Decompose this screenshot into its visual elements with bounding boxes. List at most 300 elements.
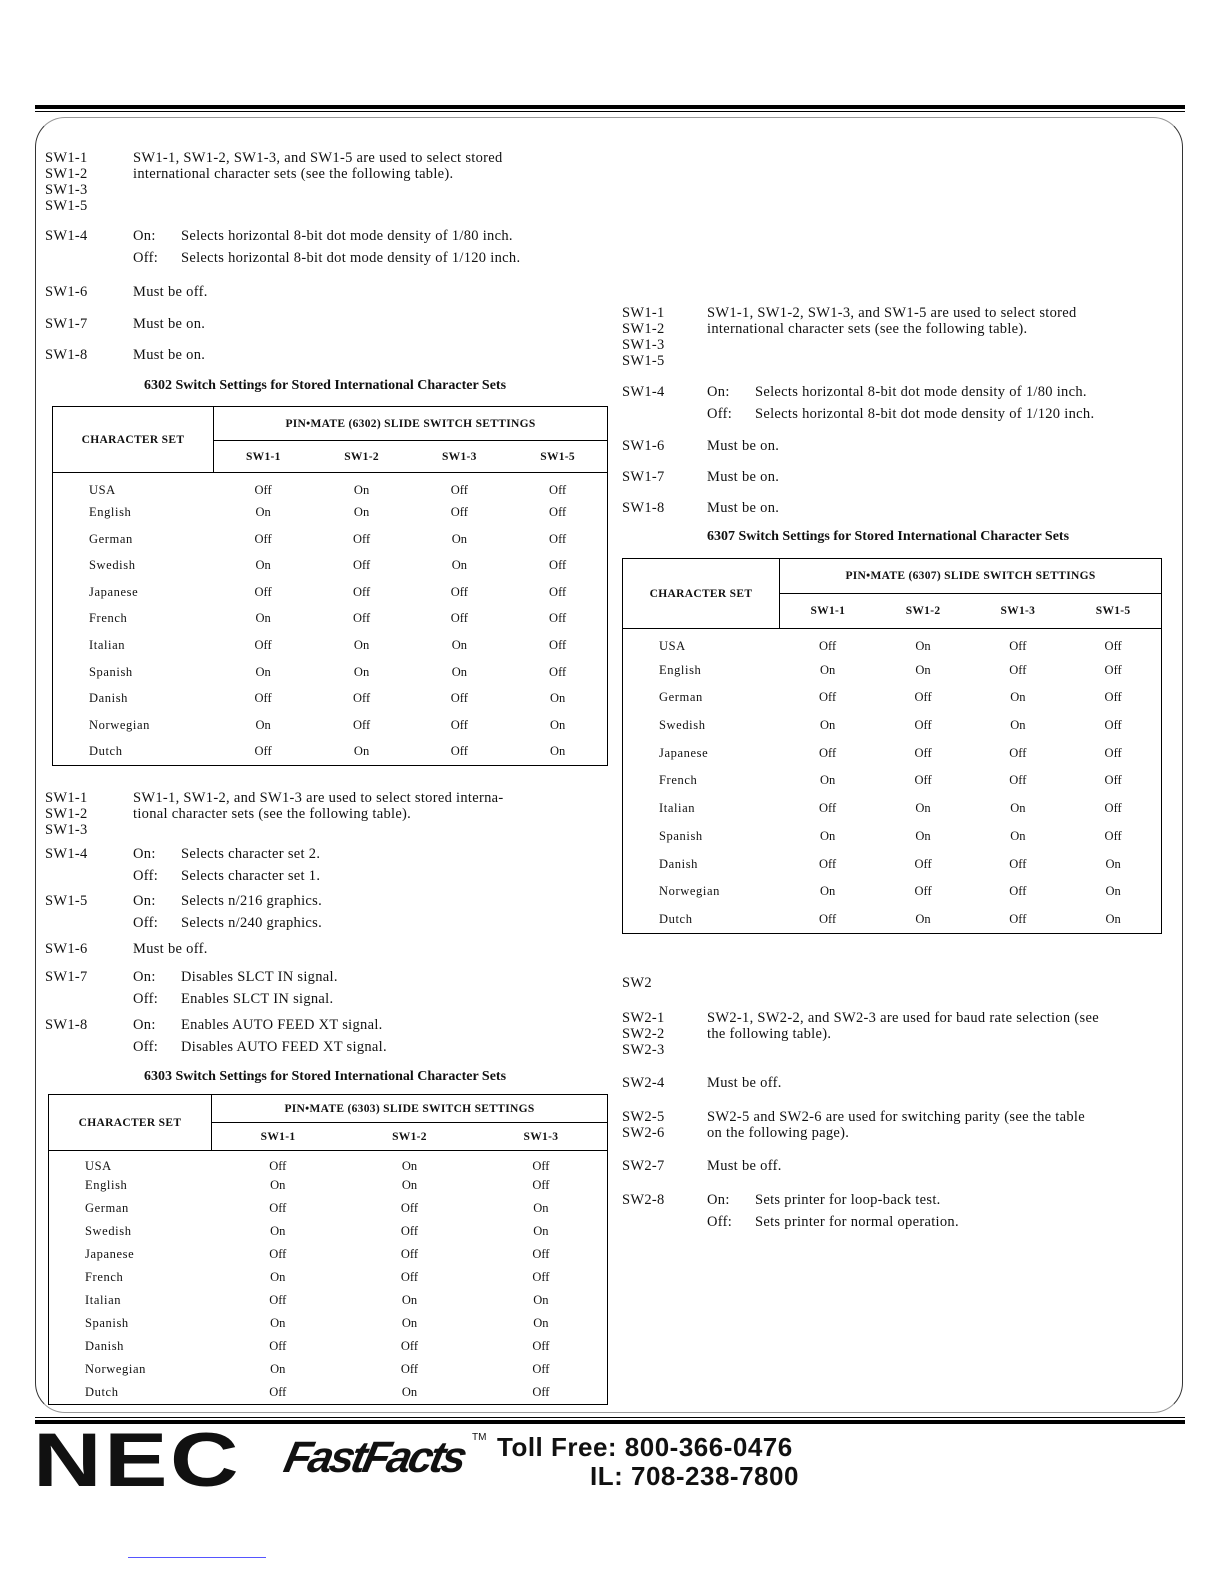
option-text: Selects character set 1. bbox=[181, 868, 321, 884]
switch-value: On bbox=[255, 504, 271, 519]
description-line: Must be on. bbox=[707, 500, 780, 516]
switch-label: SW2-1 bbox=[622, 1010, 665, 1026]
column-header: SW1-1 bbox=[214, 441, 313, 473]
switch-value: Off bbox=[532, 1270, 550, 1284]
character-set-name: Danish bbox=[89, 691, 129, 706]
switch-value: Off bbox=[1104, 690, 1122, 705]
switch-value: On bbox=[270, 1224, 286, 1238]
switch-labels bbox=[622, 1075, 665, 1091]
switch-value: Off bbox=[254, 531, 272, 546]
switch-labels bbox=[45, 1017, 88, 1033]
character-set-name: Norwegian bbox=[89, 717, 150, 732]
switch-value: On bbox=[1010, 718, 1026, 733]
character-set-name: Spanish bbox=[89, 664, 133, 679]
switch-value: On bbox=[819, 884, 836, 899]
description-line: Must be off. bbox=[707, 1075, 782, 1091]
table-row bbox=[623, 823, 1162, 851]
switch-description bbox=[707, 500, 779, 516]
switch-value: On bbox=[1010, 690, 1026, 705]
switch-value: Off bbox=[450, 691, 468, 706]
switch-value: Off bbox=[1009, 662, 1027, 677]
switch-value: Off bbox=[269, 1339, 287, 1353]
option-text: Disables SLCT IN signal. bbox=[181, 969, 338, 985]
column-header-character-set: CHARACTER SET bbox=[53, 407, 214, 473]
switch-value: Off bbox=[532, 1384, 550, 1399]
switch-value: On bbox=[533, 1201, 549, 1215]
switch-value: Off bbox=[352, 531, 371, 546]
switch-value: Off bbox=[1104, 801, 1122, 816]
switch-labels bbox=[45, 969, 88, 985]
column-header: SW1-1 bbox=[212, 1123, 345, 1151]
description-line: SW2-5 and SW2-6 are used for switching parity (see the table bbox=[707, 1109, 1085, 1125]
switch-value: Off bbox=[819, 639, 837, 654]
table-row bbox=[623, 878, 1162, 906]
character-set-name: Danish bbox=[85, 1339, 125, 1353]
switch-value: Off bbox=[450, 717, 468, 732]
switch-value: Off bbox=[1104, 745, 1122, 760]
table-row bbox=[53, 552, 608, 579]
table-row bbox=[623, 712, 1162, 740]
switch-value: Off bbox=[1009, 773, 1027, 788]
switch-value: Off bbox=[269, 1384, 287, 1399]
column-header: SW1-5 bbox=[1065, 594, 1161, 629]
switch-labels bbox=[622, 1010, 665, 1058]
switch-value: Off bbox=[450, 744, 468, 759]
character-set-name: Japanese bbox=[89, 584, 139, 599]
switch-value: On bbox=[353, 638, 370, 653]
switch-label: SW1-6 bbox=[622, 438, 665, 454]
switch-value: Off bbox=[352, 717, 371, 732]
switch-value: On bbox=[401, 1159, 418, 1173]
switch-label: SW2-5 bbox=[622, 1109, 665, 1125]
description-line: Must be on. bbox=[133, 316, 206, 332]
switch-label: SW1-1 bbox=[45, 150, 88, 166]
switch-value: Off bbox=[1104, 639, 1122, 654]
switch-value: On bbox=[915, 662, 931, 677]
switch-value: Off bbox=[400, 1224, 419, 1238]
switch-value: Off bbox=[269, 1201, 287, 1215]
table-row bbox=[49, 1335, 608, 1358]
table-row bbox=[623, 906, 1162, 934]
switch-value: Off bbox=[819, 745, 837, 760]
switch-label: SW2-8 bbox=[622, 1192, 665, 1208]
switch-labels bbox=[45, 228, 88, 244]
switch-label: SW1-3 bbox=[45, 182, 88, 198]
switch-value: Off bbox=[400, 1270, 419, 1284]
switch-labels bbox=[45, 347, 88, 363]
switch-value: Off bbox=[819, 690, 837, 705]
switch-value: Off bbox=[1104, 718, 1122, 733]
table-caption: 6303 Switch Settings for Stored International Character Sets bbox=[143, 1069, 507, 1084]
switch-labels bbox=[622, 438, 665, 454]
switch-value: Off bbox=[549, 611, 567, 626]
option-text: Selects n/240 graphics. bbox=[181, 915, 322, 931]
switch-value: On bbox=[401, 1178, 418, 1192]
table-row bbox=[49, 1266, 608, 1289]
switch-label: SW1-1 bbox=[45, 790, 88, 806]
character-set-name: Italian bbox=[659, 801, 696, 816]
table-row bbox=[623, 767, 1162, 795]
switch-value: Off bbox=[549, 531, 567, 546]
switch-labels bbox=[622, 305, 665, 369]
top-rule-thick bbox=[35, 105, 1185, 109]
switch-description bbox=[707, 1109, 1085, 1141]
switch-label: SW1-8 bbox=[622, 500, 665, 516]
character-set-name: Dutch bbox=[85, 1384, 119, 1399]
description-line: SW2-1, SW2-2, and SW2-3 are used for baud rate selection (see bbox=[707, 1010, 1099, 1026]
switch-labels bbox=[622, 469, 665, 485]
column-header: SW1-2 bbox=[313, 441, 411, 473]
switch-label: SW1-4 bbox=[45, 846, 88, 862]
switch-label: SW1-3 bbox=[622, 337, 665, 353]
option-text: Sets printer for loop-back test. bbox=[755, 1192, 941, 1208]
table-row bbox=[49, 1220, 608, 1243]
description-line: on the following page). bbox=[707, 1125, 850, 1141]
switch-value: Off bbox=[1104, 662, 1122, 677]
option-key: On: bbox=[133, 228, 156, 244]
character-set-name: Spanish bbox=[659, 828, 703, 843]
nec-logo: NEC bbox=[33, 1418, 242, 1503]
switch-value: Off bbox=[549, 504, 567, 519]
toll-free-number: Toll Free: 800-366-0476 bbox=[497, 1432, 793, 1462]
switch-description bbox=[133, 284, 208, 300]
table-row bbox=[53, 632, 608, 659]
switch-label: SW2-2 bbox=[622, 1026, 665, 1042]
column-group-header: PIN•MATE (6307) SLIDE SWITCH SETTINGS bbox=[780, 559, 1162, 594]
option-text: Selects horizontal 8-bit dot mode density of 1/80 inch. bbox=[755, 384, 1087, 400]
switch-option bbox=[133, 228, 513, 244]
switch-labels bbox=[622, 1158, 665, 1174]
switch-value: Off bbox=[450, 504, 468, 519]
character-set-name: Italian bbox=[89, 638, 126, 653]
switch-value: On bbox=[270, 1316, 286, 1330]
description-line: Must be on. bbox=[707, 469, 780, 485]
switch-value: On bbox=[1105, 884, 1121, 899]
switch-label: SW1-5 bbox=[45, 198, 88, 214]
switch-value: On bbox=[549, 744, 566, 759]
character-set-name: Swedish bbox=[89, 558, 136, 573]
table-row bbox=[53, 473, 608, 500]
switch-table bbox=[622, 558, 1162, 934]
switch-value: Off bbox=[532, 1362, 550, 1376]
switch-label: SW1-3 bbox=[45, 822, 88, 838]
option-text: Disables AUTO FEED XT signal. bbox=[181, 1039, 387, 1055]
switch-value: On bbox=[819, 828, 836, 843]
switch-description bbox=[707, 438, 779, 454]
switch-labels bbox=[45, 846, 88, 862]
switch-value: Off bbox=[532, 1178, 550, 1192]
switch-value: Off bbox=[549, 584, 567, 599]
table-row bbox=[49, 1289, 608, 1312]
switch-value: On bbox=[1105, 911, 1121, 926]
switch-label: SW2-3 bbox=[622, 1042, 665, 1058]
column-header: SW1-3 bbox=[410, 441, 508, 473]
switch-value: Off bbox=[1009, 856, 1027, 871]
character-set-name: Dutch bbox=[89, 744, 123, 759]
description-line: tional character sets (see the following table). bbox=[133, 806, 412, 822]
switch-value: On bbox=[451, 558, 467, 573]
top-rule-thin bbox=[35, 111, 1185, 112]
switch-value: Off bbox=[254, 691, 272, 706]
switch-value: On bbox=[549, 691, 566, 706]
table-caption: 6307 Switch Settings for Stored International Character Sets bbox=[706, 529, 1070, 544]
switch-value: Off bbox=[400, 1339, 419, 1353]
switch-value: Off bbox=[914, 690, 932, 705]
switch-label: SW2-7 bbox=[622, 1158, 665, 1174]
switch-labels bbox=[622, 975, 652, 991]
option-key: Off: bbox=[133, 250, 159, 266]
switch-value: Off bbox=[1104, 773, 1122, 788]
switch-value: On bbox=[270, 1362, 286, 1376]
switch-description bbox=[133, 316, 205, 332]
option-key: On: bbox=[133, 969, 156, 985]
table-caption: 6302 Switch Settings for Stored International Character Sets bbox=[143, 378, 507, 393]
option-key: Off: bbox=[707, 406, 733, 422]
table-row bbox=[623, 739, 1162, 767]
switch-value: Off bbox=[819, 856, 837, 871]
switch-label: SW1-2 bbox=[45, 166, 88, 182]
switch-label: SW1-7 bbox=[45, 969, 88, 985]
switch-value: Off bbox=[914, 718, 932, 733]
switch-value: Off bbox=[400, 1247, 419, 1261]
table-row bbox=[49, 1243, 608, 1266]
option-text: Selects n/216 graphics. bbox=[181, 893, 322, 909]
option-text: Sets printer for normal operation. bbox=[755, 1214, 959, 1230]
option-key: Off: bbox=[133, 1039, 159, 1055]
table-row bbox=[53, 526, 608, 553]
switch-value: On bbox=[255, 558, 271, 573]
character-set-name: German bbox=[659, 690, 703, 705]
switch-label: SW1-4 bbox=[45, 228, 88, 244]
switch-labels bbox=[45, 790, 88, 838]
table-row bbox=[49, 1197, 608, 1220]
illinois-number: IL: 708-238-7800 bbox=[590, 1461, 799, 1491]
description-line: Must be on. bbox=[133, 347, 206, 363]
switch-description bbox=[133, 790, 504, 822]
switch-value: Off bbox=[1009, 745, 1027, 760]
switch-value: Off bbox=[352, 611, 371, 626]
character-set-name: English bbox=[85, 1178, 128, 1192]
switch-option bbox=[133, 991, 333, 1007]
switch-value: On bbox=[451, 531, 467, 546]
switch-description bbox=[133, 347, 205, 363]
switch-labels bbox=[45, 284, 88, 300]
switch-value: Off bbox=[352, 691, 371, 706]
column-header-character-set: CHARACTER SET bbox=[623, 559, 780, 629]
table-row bbox=[49, 1312, 608, 1335]
column-header: SW1-2 bbox=[876, 594, 971, 629]
switch-value: Off bbox=[819, 911, 837, 926]
table-row bbox=[49, 1151, 608, 1175]
switch-description bbox=[707, 469, 779, 485]
switch-labels bbox=[622, 500, 665, 516]
switch-value: Off bbox=[1104, 828, 1122, 843]
table-row bbox=[49, 1358, 608, 1381]
switch-description bbox=[707, 1075, 782, 1091]
table-row bbox=[53, 712, 608, 739]
option-text: Enables AUTO FEED XT signal. bbox=[181, 1017, 383, 1033]
switch-labels bbox=[622, 1192, 665, 1208]
switch-value: On bbox=[549, 717, 566, 732]
switch-value: Off bbox=[269, 1293, 287, 1307]
switch-option bbox=[133, 893, 322, 909]
switch-label: SW1-8 bbox=[45, 1017, 88, 1033]
switch-value: Off bbox=[400, 1201, 419, 1215]
switch-value: On bbox=[451, 638, 467, 653]
description-line: the following table). bbox=[707, 1026, 832, 1042]
description-line: SW1-1, SW1-2, and SW1-3 are used to select stored interna- bbox=[133, 790, 504, 806]
switch-label: SW1-1 bbox=[622, 305, 665, 321]
switch-value: On bbox=[353, 482, 370, 497]
table-row bbox=[623, 684, 1162, 712]
switch-value: On bbox=[915, 828, 931, 843]
switch-value: Off bbox=[1009, 884, 1027, 899]
switch-value: On bbox=[353, 504, 370, 519]
switch-value: On bbox=[533, 1224, 549, 1238]
switch-label: SW1-6 bbox=[45, 284, 88, 300]
character-set-name: Swedish bbox=[659, 718, 706, 733]
switch-option bbox=[133, 969, 338, 985]
switch-value: On bbox=[255, 611, 271, 626]
table-row bbox=[53, 686, 608, 713]
character-set-name: German bbox=[89, 531, 133, 546]
character-set-name: USA bbox=[659, 639, 686, 654]
switch-option bbox=[707, 1214, 959, 1230]
column-header: SW1-5 bbox=[508, 441, 607, 473]
switch-value: On bbox=[819, 773, 836, 788]
switch-label: SW1-6 bbox=[45, 941, 88, 957]
switch-label: SW2-6 bbox=[622, 1125, 665, 1141]
switch-labels bbox=[622, 1109, 665, 1141]
switch-table bbox=[48, 1094, 608, 1405]
table-row bbox=[623, 795, 1162, 823]
table-row bbox=[53, 579, 608, 606]
switch-value: On bbox=[533, 1293, 549, 1307]
switch-description bbox=[707, 305, 1077, 337]
switch-value: On bbox=[270, 1270, 286, 1284]
switch-option bbox=[133, 1039, 387, 1055]
switch-labels bbox=[622, 384, 665, 400]
switch-value: Off bbox=[269, 1247, 287, 1261]
fastfacts-logo: FastFacts bbox=[279, 1433, 469, 1482]
switch-option bbox=[133, 1017, 383, 1033]
switch-value: Off bbox=[450, 584, 468, 599]
character-set-name: French bbox=[85, 1270, 124, 1284]
option-key: Off: bbox=[133, 868, 159, 884]
character-set-name: Spanish bbox=[85, 1316, 129, 1330]
switch-value: On bbox=[451, 664, 467, 679]
switch-value: On bbox=[819, 718, 836, 733]
option-key: On: bbox=[133, 846, 156, 862]
description-line: SW1-1, SW1-2, SW1-3, and SW1-5 are used to select stored bbox=[133, 150, 503, 166]
switch-value: On bbox=[915, 639, 931, 654]
character-set-name: English bbox=[89, 504, 132, 519]
switch-value: Off bbox=[549, 664, 567, 679]
switch-value: On bbox=[1010, 828, 1026, 843]
switch-value: Off bbox=[549, 558, 567, 573]
table-row bbox=[623, 656, 1162, 684]
option-text: Selects horizontal 8-bit dot mode density of 1/120 inch. bbox=[181, 250, 521, 266]
switch-description bbox=[133, 941, 208, 957]
switch-value: Off bbox=[914, 773, 932, 788]
column-header: SW1-3 bbox=[970, 594, 1065, 629]
switch-description bbox=[133, 150, 503, 182]
switch-value: On bbox=[533, 1316, 549, 1330]
switch-value: Off bbox=[532, 1159, 550, 1173]
option-text: Enables SLCT IN signal. bbox=[181, 991, 334, 1007]
description-line: international character sets (see the following table). bbox=[707, 321, 1028, 337]
option-text: Selects horizontal 8-bit dot mode density of 1/120 inch. bbox=[755, 406, 1095, 422]
description-line: SW1-1, SW1-2, SW1-3, and SW1-5 are used to select stored bbox=[707, 305, 1077, 321]
switch-value: On bbox=[915, 911, 931, 926]
switch-value: Off bbox=[352, 558, 371, 573]
column-header: SW1-1 bbox=[780, 594, 876, 629]
switch-value: On bbox=[401, 1293, 418, 1307]
switch-value: Off bbox=[400, 1362, 419, 1376]
switch-value: On bbox=[353, 664, 370, 679]
switch-labels bbox=[45, 150, 88, 214]
table-row bbox=[53, 739, 608, 766]
character-set-name: Swedish bbox=[85, 1224, 132, 1238]
switch-label: SW1-5 bbox=[622, 353, 665, 369]
character-set-name: German bbox=[85, 1201, 129, 1215]
switch-value: On bbox=[819, 662, 836, 677]
switch-label: SW1-8 bbox=[45, 347, 88, 363]
switch-value: Off bbox=[549, 482, 567, 497]
column-header-character-set: CHARACTER SET bbox=[49, 1095, 212, 1151]
switch-description bbox=[707, 1010, 1099, 1042]
switch-label: SW1-7 bbox=[622, 469, 665, 485]
switch-option bbox=[133, 868, 320, 884]
option-key: On: bbox=[707, 384, 730, 400]
option-text: Selects horizontal 8-bit dot mode density of 1/80 inch. bbox=[181, 228, 513, 244]
switch-value: Off bbox=[914, 745, 932, 760]
switch-value: On bbox=[401, 1384, 418, 1399]
option-key: On: bbox=[133, 893, 156, 909]
switch-label: SW1-7 bbox=[45, 316, 88, 332]
table-row bbox=[53, 499, 608, 526]
switch-labels bbox=[45, 316, 88, 332]
switch-label: SW1-2 bbox=[622, 321, 665, 337]
switch-option bbox=[707, 384, 1087, 400]
switch-value: Off bbox=[1009, 911, 1027, 926]
switch-value: Off bbox=[1009, 639, 1027, 654]
column-group-header: PIN•MATE (6303) SLIDE SWITCH SETTINGS bbox=[212, 1095, 608, 1123]
table-row bbox=[53, 606, 608, 633]
description-line: Must be off. bbox=[707, 1158, 782, 1174]
table-row bbox=[49, 1381, 608, 1404]
switch-option bbox=[133, 915, 322, 931]
switch-value: On bbox=[353, 744, 370, 759]
character-set-name: Dutch bbox=[659, 911, 693, 926]
option-key: Off: bbox=[707, 1214, 733, 1230]
character-set-name: French bbox=[659, 773, 698, 788]
character-set-name: USA bbox=[85, 1159, 112, 1173]
option-key: On: bbox=[707, 1192, 730, 1208]
switch-value: On bbox=[401, 1316, 418, 1330]
switch-value: On bbox=[270, 1178, 286, 1192]
character-set-name: USA bbox=[89, 482, 116, 497]
switch-value: Off bbox=[450, 611, 468, 626]
switch-value: Off bbox=[269, 1159, 287, 1173]
switch-value: Off bbox=[450, 482, 468, 497]
switch-value: On bbox=[255, 717, 271, 732]
character-set-name: Norwegian bbox=[659, 884, 720, 899]
table-row bbox=[623, 850, 1162, 878]
description-line: Must be off. bbox=[133, 284, 208, 300]
option-key: Off: bbox=[133, 991, 159, 1007]
switch-value: Off bbox=[254, 744, 272, 759]
